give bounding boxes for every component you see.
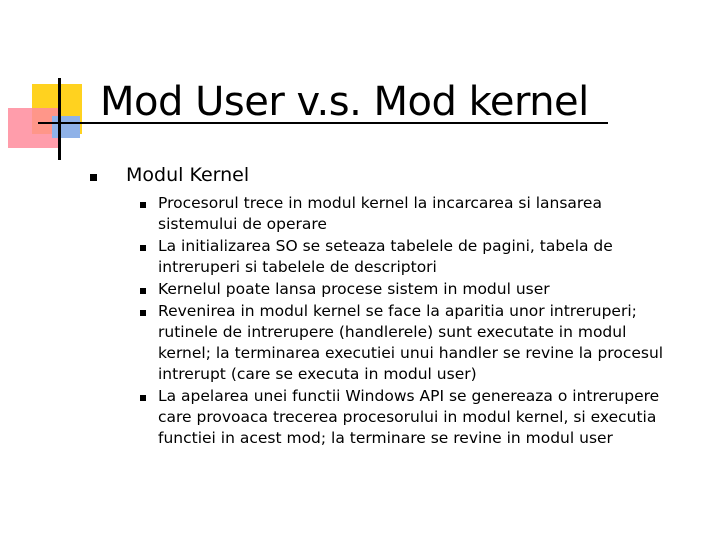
list-item-text: La apelarea unei functii Windows API se genereaza o intrerupere care provoaca trecerea procesorului in modul kernel, si executia functiei in acest mod; la terminare se revine in modul user [158, 387, 660, 447]
bullet-icon [140, 202, 146, 208]
logo-pink-square [8, 108, 58, 148]
list-item [140, 193, 680, 235]
slide-title: Mod User v.s. Mod kernel [100, 79, 589, 125]
bullet-icon [90, 174, 97, 181]
logo-blue-square [52, 116, 80, 138]
list-item-text: La initializarea SO se seteaza tabelele de pagini, tabela de intreruperi si tabelele de descriptori [158, 237, 613, 276]
bullet-icon [140, 310, 146, 316]
list-item-text: Procesorul trece in modul kernel la incarcarea si lansarea sistemului de operare [158, 194, 602, 233]
list-item-text: Kernelul poate lansa procese sistem in modul user [158, 280, 550, 298]
list-item [140, 279, 680, 300]
bullet-icon [140, 395, 146, 401]
list-item [140, 386, 680, 449]
list-item-text: Revenirea in modul kernel se face la aparitia unor intreruperi; rutinele de intrerupere (handlerele) sunt executate in modul kernel; la terminarea executiei unui handler se revine la procesul intrerupt (care se executa in modul user) [158, 302, 664, 383]
bullet-icon [140, 245, 146, 251]
bullet-icon [140, 288, 146, 294]
logo-vertical-line [58, 78, 61, 160]
sub-bullet-list [140, 193, 680, 450]
list-item [140, 236, 680, 278]
level1-item: Modul Kernel [126, 164, 250, 186]
list-item [140, 301, 680, 385]
